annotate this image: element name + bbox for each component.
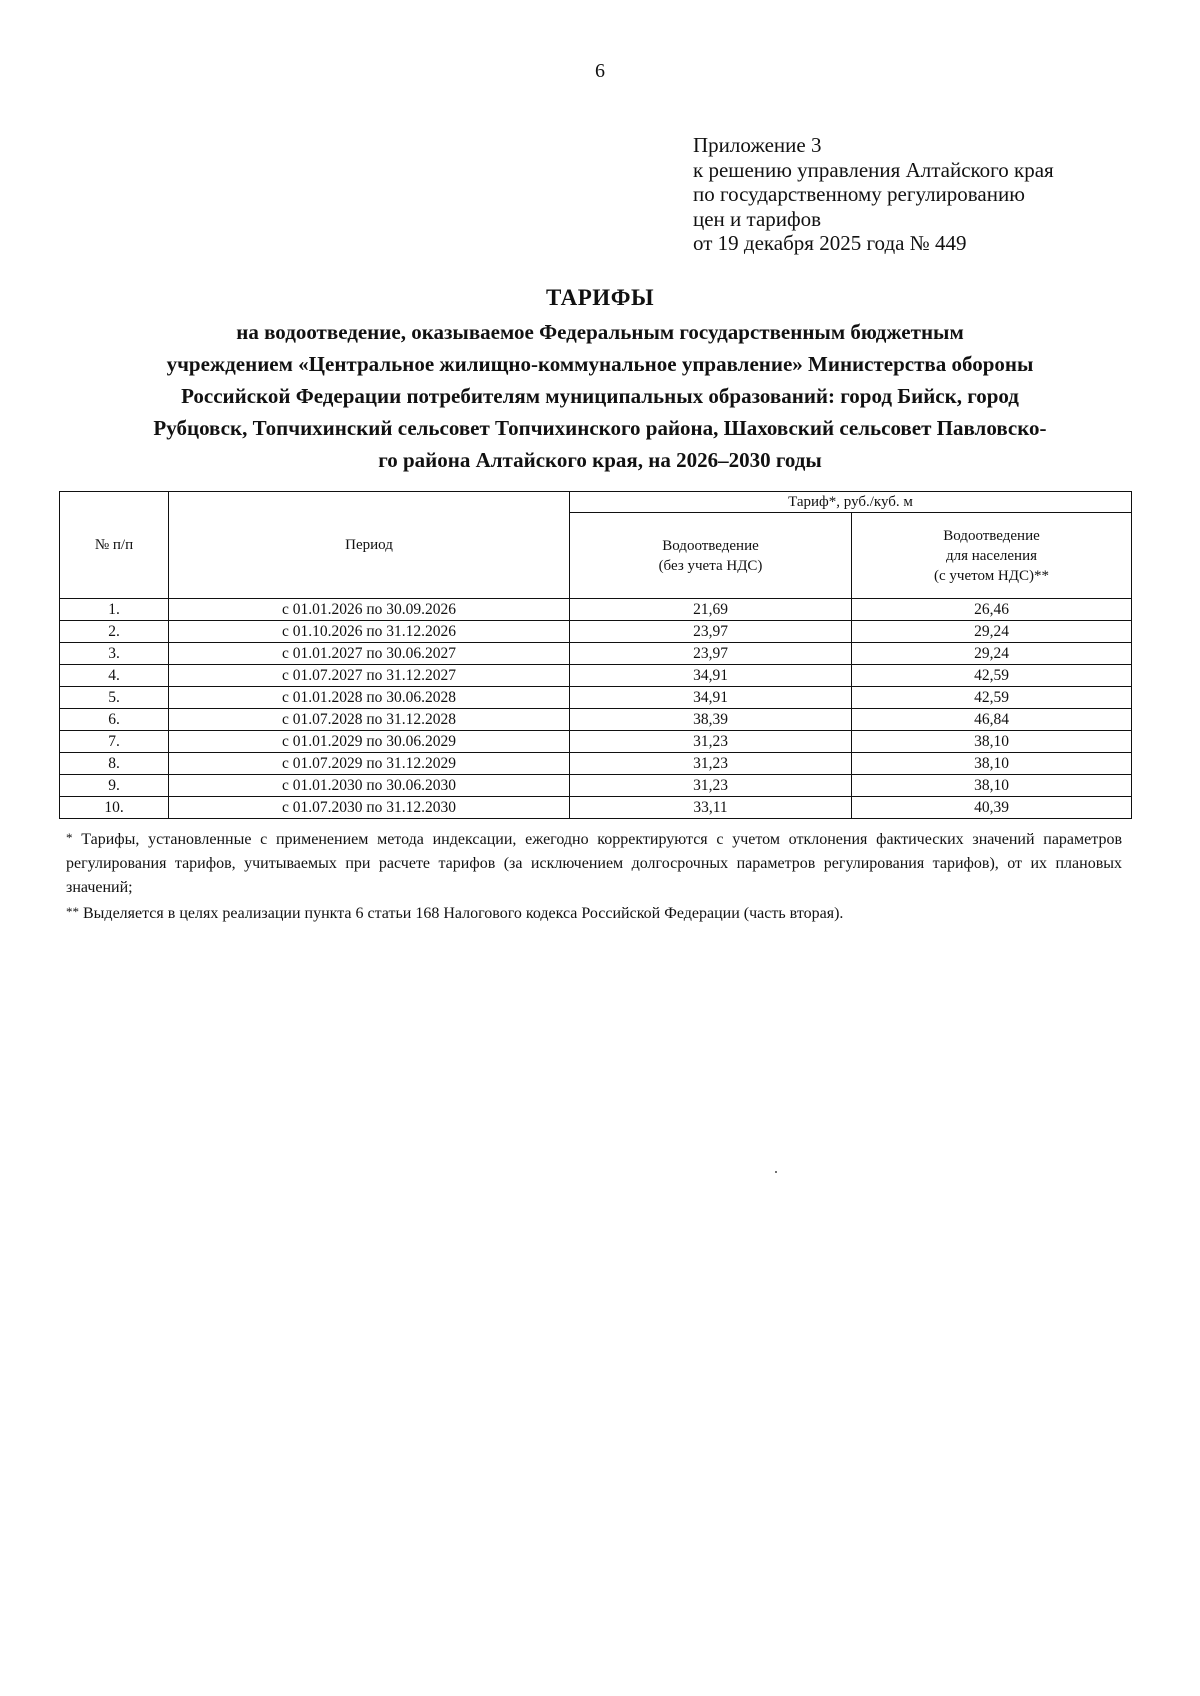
footnote-1 xyxy=(66,826,1122,900)
row-tariff-population: 38,10 xyxy=(852,753,1132,775)
row-period: с 01.07.2029 по 31.12.2029 xyxy=(169,753,570,775)
table-row xyxy=(60,599,1132,621)
appendix-line: Приложение 3 xyxy=(693,133,822,157)
document-title: ТАРИФЫ xyxy=(545,285,655,310)
row-period: с 01.01.2029 по 30.06.2029 xyxy=(169,731,570,753)
tariffs-table xyxy=(59,491,1132,819)
row-tariff-population: 29,24 xyxy=(852,621,1132,643)
row-number: 5. xyxy=(60,687,169,709)
row-tariff-base: 33,11 xyxy=(570,797,852,819)
table-row xyxy=(60,643,1132,665)
row-tariff-population: 38,10 xyxy=(852,731,1132,753)
header-drainage xyxy=(570,513,852,599)
row-tariff-population: 38,10 xyxy=(852,775,1132,797)
row-number: 6. xyxy=(60,709,169,731)
header-tariff-group: Тариф*, руб./куб. м xyxy=(570,492,1132,513)
row-period: с 01.10.2026 по 31.12.2026 xyxy=(169,621,570,643)
row-tariff-base: 38,39 xyxy=(570,709,852,731)
row-tariff-population: 40,39 xyxy=(852,797,1132,819)
row-number: 1. xyxy=(60,599,169,621)
header-period: Период xyxy=(169,492,570,599)
footnote-2 xyxy=(66,900,1122,926)
row-tariff-population: 46,84 xyxy=(852,709,1132,731)
scan-speck xyxy=(775,1171,777,1173)
table-row xyxy=(60,621,1132,643)
appendix-block xyxy=(693,133,1173,256)
row-tariff-population: 26,46 xyxy=(852,599,1132,621)
header-drainage-population-line: для населения xyxy=(945,547,1038,564)
header-drainage-line: (без учета НДС) xyxy=(658,557,763,574)
subtitle-line: го района Алтайского края, на 2026–2030 годы xyxy=(378,448,822,472)
row-tariff-base: 23,97 xyxy=(570,621,852,643)
document-subtitle xyxy=(0,316,1200,476)
header-number: № п/п xyxy=(60,492,169,599)
row-tariff-base: 23,97 xyxy=(570,643,852,665)
appendix-line: цен и тарифов xyxy=(693,206,822,231)
table-row xyxy=(60,665,1132,687)
row-number: 7. xyxy=(60,731,169,753)
footnote-mark: ** xyxy=(66,904,79,919)
row-tariff-population: 42,59 xyxy=(852,665,1132,687)
row-tariff-base: 34,91 xyxy=(570,665,852,687)
header-drainage-line: Водоотведение xyxy=(662,537,759,554)
row-period: с 01.01.2027 по 30.06.2027 xyxy=(169,643,570,665)
row-number: 2. xyxy=(60,621,169,643)
table-body xyxy=(60,599,1132,819)
row-tariff-population: 29,24 xyxy=(852,643,1132,665)
subtitle-line: учреждением «Центральное жилищно-коммунальное управление» Министерства обороны xyxy=(166,352,1034,376)
row-number: 4. xyxy=(60,665,169,687)
row-tariff-base: 31,23 xyxy=(570,753,852,775)
header-drainage-population xyxy=(852,513,1132,599)
table-row xyxy=(60,687,1132,709)
table-row xyxy=(60,775,1132,797)
appendix-line: по государственному регулированию xyxy=(693,182,1025,206)
row-number: 9. xyxy=(60,775,169,797)
row-tariff-base: 34,91 xyxy=(570,687,852,709)
row-period: с 01.01.2028 по 30.06.2028 xyxy=(169,687,570,709)
row-period: с 01.07.2028 по 31.12.2028 xyxy=(169,709,570,731)
row-tariff-population: 42,59 xyxy=(852,687,1132,709)
footnotes xyxy=(66,826,1122,926)
header-drainage-population-line: Водоотведение xyxy=(943,527,1040,544)
row-number: 8. xyxy=(60,753,169,775)
row-tariff-base: 21,69 xyxy=(570,599,852,621)
footnote-mark: * xyxy=(66,830,73,845)
row-tariff-base: 31,23 xyxy=(570,731,852,753)
table-row xyxy=(60,731,1132,753)
table-row xyxy=(60,797,1132,819)
table-header xyxy=(60,492,1132,599)
table-row xyxy=(60,709,1132,731)
row-tariff-base: 31,23 xyxy=(570,775,852,797)
appendix-line: от 19 декабря 2025 года № 449 xyxy=(693,231,967,255)
page-number: 6 xyxy=(595,60,605,82)
footnote-text: Тарифы, установленные с применением метода индексации, ежегодно корректируются с учетом отклонения фактических значений параметров регулирования тарифов, учитываемых при расчете тарифов (за исключением долгосрочных параметров регулирования тарифов), от их плановых значений; xyxy=(66,831,1122,896)
row-period: с 01.01.2026 по 30.09.2026 xyxy=(169,599,570,621)
subtitle-line: Рубцовск, Топчихинский сельсовет Топчихинского района, Шаховский сельсовет Павловско- xyxy=(153,416,1047,440)
subtitle-line: на водоотведение, оказываемое Федеральным государственным бюджетным xyxy=(236,320,964,344)
header-drainage-population-line: (с учетом НДС)** xyxy=(934,567,1049,584)
footnote-text: Выделяется в целях реализации пункта 6 статьи 168 Налогового кодекса Российской Федерации (часть вторая). xyxy=(83,905,844,922)
table-row xyxy=(60,753,1132,775)
subtitle-line: Российской Федерации потребителям муниципальных образований: город Бийск, город xyxy=(181,384,1019,408)
row-number: 3. xyxy=(60,643,169,665)
row-period: с 01.07.2027 по 31.12.2027 xyxy=(169,665,570,687)
row-period: с 01.01.2030 по 30.06.2030 xyxy=(169,775,570,797)
appendix-line: к решению управления Алтайского края xyxy=(693,157,1054,182)
row-number: 10. xyxy=(60,797,169,819)
row-period: с 01.07.2030 по 31.12.2030 xyxy=(169,797,570,819)
